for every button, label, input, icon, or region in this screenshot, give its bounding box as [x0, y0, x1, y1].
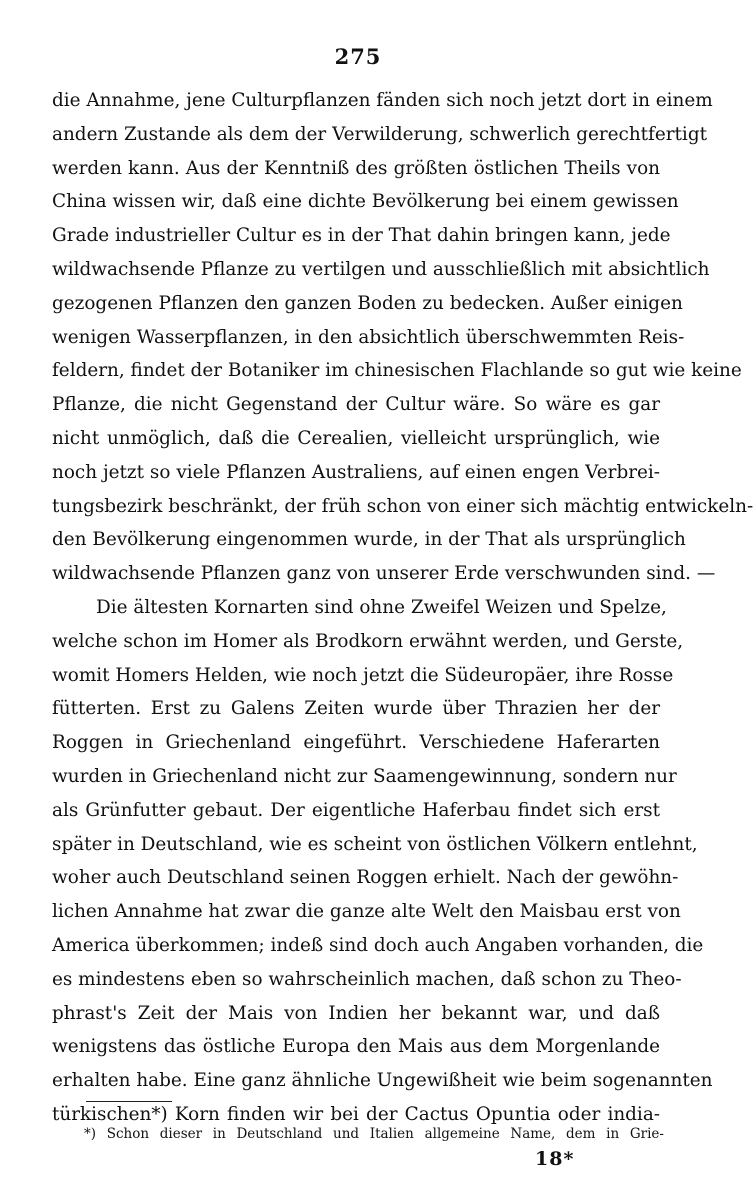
body-text: [52, 84, 753, 1132]
text-line: wildwachsende Pflanze zu vertilgen und ausschließlich mit absichtlich: [52, 258, 710, 280]
text-line: feldern, findet der Botaniker im chinesischen Flachlande so gut wie keine: [52, 360, 742, 382]
text-line: wildwachsende Pflanzen ganz von unserer Erde verschwunden sind. —: [52, 563, 716, 585]
text-line: als Grünfutter gebaut. Der eigentliche Haferbau findet sich erst: [52, 799, 660, 821]
text-line: Grade industrieller Cultur es in der That dahin bringen kann, jede: [52, 225, 671, 247]
text-line: wenigen Wasserpflanzen, in den absichtlich überschwemmten Reis-: [52, 326, 685, 348]
text-line: werden kann. Aus der Kenntniß des größten östlichen Theils von: [52, 157, 660, 179]
text-line: den Bevölkerung eingenommen wurde, in der That als ursprünglich: [52, 529, 686, 551]
page-number: 275: [334, 44, 382, 69]
text-line: fütterten. Erst zu Galens Zeiten wurde über Thrazien her der: [52, 698, 660, 720]
text-line: wenigstens das östliche Europa den Mais aus dem Morgenlande: [52, 1036, 660, 1058]
text-line: nicht unmöglich, daß die Cerealien, vielleicht ursprünglich, wie: [52, 427, 660, 449]
text-line: phrast's Zeit der Mais von Indien her bekannt war, und daß: [52, 1002, 660, 1024]
text-line: Pflanze, die nicht Gegenstand der Cultur wäre. So wäre es gar: [52, 394, 660, 416]
text-line: woher auch Deutschland seinen Roggen erhielt. Nach der gewöhn-: [52, 867, 679, 889]
printer-signature-mark: 18*: [535, 1148, 575, 1170]
text-line: tungsbezirk beschränkt, der früh schon von einer sich mächtig entwickeln-: [52, 495, 753, 517]
text-line: noch jetzt so viele Pflanzen Australiens, auf einen engen Verbrei-: [52, 461, 660, 483]
text-line: wurden in Griechenland nicht zur Saamengewinnung, sondern nur: [52, 765, 677, 787]
footnote: *) Schon dieser in Deutschland und Italien allgemeine Name, dem in Grie-: [84, 1126, 664, 1142]
text-line: die Annahme, jene Culturpflanzen fänden sich noch jetzt dort in einem: [52, 90, 713, 111]
footnote-divider: [86, 1101, 172, 1102]
text-line: welche schon im Homer als Brodkorn erwähnt werden, und Gerste,: [52, 630, 684, 652]
text-line: America überkommen; indeß sind doch auch Angaben vorhanden, die: [52, 934, 704, 956]
text-line: lichen Annahme hat zwar die ganze alte Welt den Maisbau erst von: [52, 901, 681, 923]
text-line: gezogenen Pflanzen den ganzen Boden zu bedecken. Außer einigen: [52, 292, 683, 314]
text-line: Die ältesten Kornarten sind ohne Zweifel Weizen und Spelze,: [96, 596, 667, 618]
text-line: erhalten habe. Eine ganz ähnliche Ungewißheit wie beim sogenannten: [52, 1070, 713, 1092]
text-line: es mindestens eben so wahrscheinlich machen, daß schon zu Theo-: [52, 968, 682, 990]
text-line: womit Homers Helden, wie noch jetzt die Südeuropäer, ihre Rosse: [52, 664, 674, 686]
text-line: später in Deutschland, wie es scheint von östlichen Völkern entlehnt,: [52, 833, 698, 855]
text-line: Roggen in Griechenland eingeführt. Verschiedene Haferarten: [52, 732, 660, 754]
text-line: andern Zustande als dem der Verwilderung, schwerlich gerechtfertigt: [52, 123, 707, 145]
text-line: türkischen*) Korn finden wir bei der Cactus Opuntia oder india-: [52, 1103, 660, 1125]
text-line: China wissen wir, daß eine dichte Bevölkerung bei einem gewissen: [52, 191, 679, 213]
